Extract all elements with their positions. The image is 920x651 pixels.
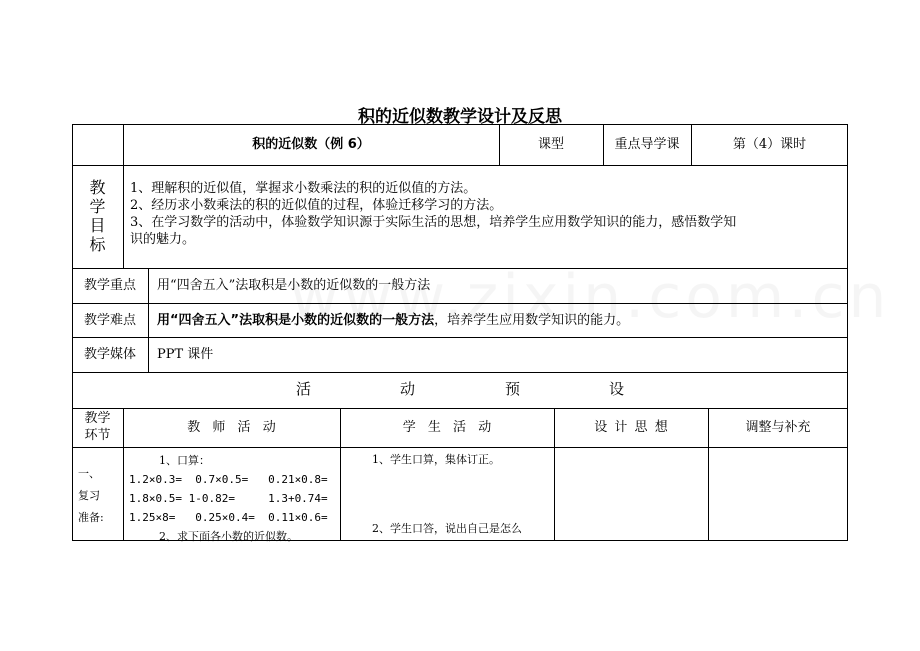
key-point-text: 用“四舍五入”法取积是小数的近似数的一般方法: [157, 278, 431, 293]
teacher-line: 2、求下面各小数的近似数。: [159, 530, 298, 543]
difficulty-text-rest: ，培养学生应用数学知识的能力。: [434, 313, 630, 328]
lesson-type-value: 重点导学课: [614, 137, 680, 152]
column-stage: 教学 环节: [84, 411, 111, 443]
media-text: PPT 课件: [157, 347, 214, 362]
difficulty-label: 教学难点: [83, 313, 136, 328]
lesson-period: 第（4）课时: [732, 137, 807, 152]
objectives-label: 教 学 目 标: [89, 178, 106, 254]
page-title: 积的近似数教学设计及反思: [358, 107, 562, 127]
difficulty-text-bold: 用“四舍五入”法取积是小数的近似数的一般方法: [157, 313, 435, 328]
column-student: 学 生 活 动: [402, 420, 492, 435]
objective-line: 3、在学习数学的活动中，体验数学知识源于实际生活的思想，培养学生应用数学知识的能力，感悟数学知: [130, 215, 737, 230]
objective-line: 识的魅力。: [130, 232, 196, 247]
activity-header-char: 活: [296, 380, 312, 398]
objectives-text: [130, 180, 736, 248]
row1-stage: 一、 复习 准备:: [78, 467, 104, 524]
teacher-line: 1、口算：: [159, 454, 210, 467]
column-design: 设 计 思 想: [594, 420, 668, 435]
objective-line: 2、经历求小数乘法的积的近似值的过程，体验迁移学习的方法。: [130, 198, 503, 213]
teacher-line: 1.2×0.3= 0.7×0.5= 0.21×0.8=: [129, 473, 328, 486]
media-label: 教学媒体: [83, 347, 136, 362]
lesson-type-label: 课型: [537, 137, 564, 152]
activity-header-char: 预: [505, 380, 521, 398]
activity-header-char: 动: [400, 380, 416, 398]
lesson-name: 积的近似数（例 6）: [252, 137, 370, 152]
teacher-line: 1.25×8= 0.25×0.4= 0.11×0.6=: [129, 511, 328, 524]
key-point-label: 教学重点: [83, 278, 136, 293]
activity-header-char: 设: [609, 380, 625, 398]
objective-line: 1、理解积的近似值，掌握求小数乘法的积的近似值的方法。: [130, 181, 477, 196]
column-adjust: 调整与补充: [745, 420, 811, 435]
difficulty-text: [157, 312, 629, 329]
column-teacher: 教 师 活 动: [187, 420, 276, 435]
teacher-line: 1.8×0.5= 1-0.82= 1.3+0.74=: [129, 492, 328, 505]
row1-student-line2: 2、学生口答，说出自己是怎么: [372, 522, 522, 535]
row1-teacher-activity: [129, 451, 328, 546]
row1-student-line1: 1、学生口算，集体订正。: [372, 453, 500, 466]
